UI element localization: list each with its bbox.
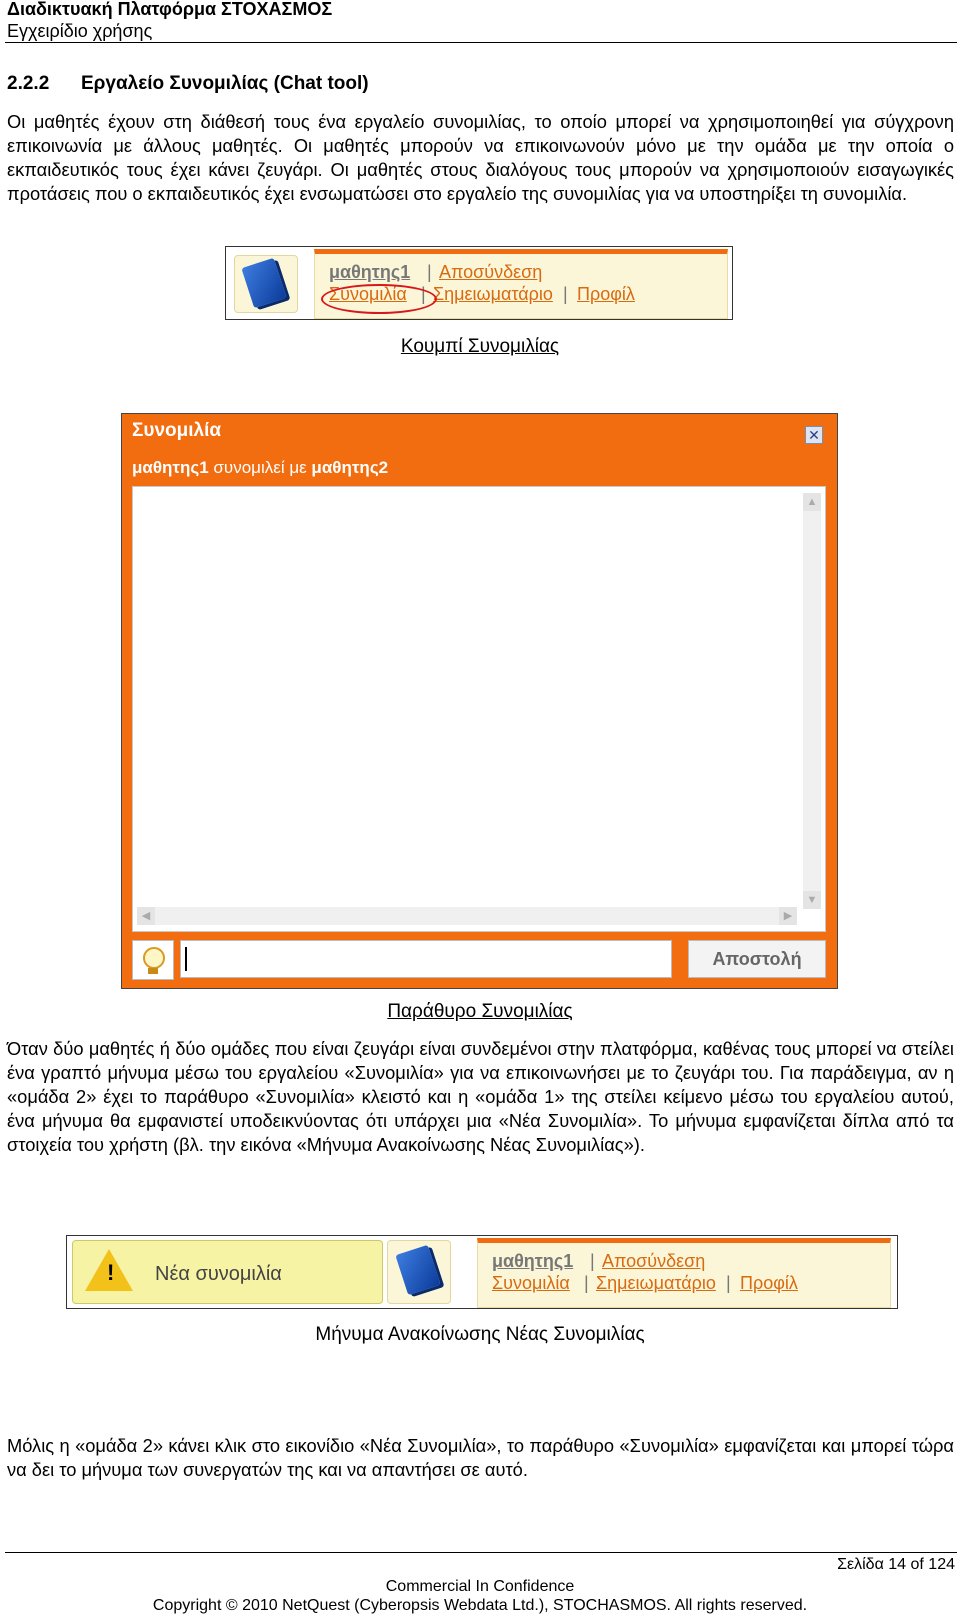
separator: | (563, 284, 568, 304)
header-subtitle: Εγχειρίδιο χρήσης (7, 21, 153, 41)
separator: | (584, 1273, 589, 1293)
caption-notification: Μήνυμα Ανακοίνωσης Νέας Συνομιλίας (315, 1324, 645, 1345)
book-icon (395, 1245, 440, 1295)
logout-link[interactable]: Αποσύνδεση (602, 1251, 706, 1271)
header-rule (5, 42, 957, 43)
caption-chat-window: Παράθυρο Συνομιλίας (387, 1001, 573, 1022)
close-icon[interactable]: ✕ (805, 426, 823, 444)
notebook-link[interactable]: Σημειωματάριο (433, 284, 553, 304)
book-icon (241, 258, 286, 308)
header-title: Διαδικτυακή Πλατφόρμα ΣΤΟΧΑΣΜΟΣ (7, 0, 333, 19)
chat-title: Συνομιλία (132, 420, 222, 441)
chat-link[interactable]: Συνομιλία (329, 284, 407, 304)
paragraph-closing: Μόλις η «ομάδα 2» κάνει κλικ στο εικονίδιο «Νέα Συνομιλία», το παράθυρο «Συνομιλία» εμφανίζεται και μπορεί τώρα να δει το μήνυμα των συνεργατών της και να απαντήσει σε αυτό. (7, 1435, 954, 1480)
section-heading (7, 73, 369, 95)
chat-user-from: μαθητης1 (132, 458, 209, 477)
send-button[interactable]: Αποστολή (688, 940, 826, 978)
userbar-links (314, 249, 728, 319)
chat-participants (132, 458, 388, 478)
message-input[interactable] (180, 940, 672, 978)
logout-link[interactable]: Αποσύνδεση (439, 262, 543, 282)
profile-link[interactable]: Προφίλ (577, 284, 635, 304)
separator: | (590, 1251, 595, 1271)
footer-copyright: Copyright © 2010 NetQuest (Cyberopsis Webdata Ltd.), STOCHASMOS. All rights reserved. (152, 1597, 808, 1614)
username-link[interactable]: μαθητης1 (492, 1251, 574, 1271)
paragraph-intro: Οι μαθητές έχουν στη διάθεσή τους ένα εργαλείο συνομιλίας, το οποίο μπορεί να χρησιμοποιηθεί για σύγχρονη επικοινωνία με άλλους μαθητές. Οι μαθητές μπορούν να επικοινωνούν μόνο με την ομάδα με την οποία ο εκπαιδευτικός τους έχει κάνει ζευγάρι. Οι μαθητές στους διαλόγους τους μπορούν να χρησιμοποιούν εισαγωγικές προτάσεις που ο εκπαιδευτικός έχει ενσωματώσει στο εργαλείο της συνομιλίας για να υποστηρίξει τη συνομιλία. (7, 111, 954, 204)
userbar-figure (225, 246, 733, 320)
message-area[interactable] (132, 486, 826, 932)
notification-figure (66, 1235, 898, 1309)
chat-window (121, 413, 838, 989)
lightbulb-icon (143, 947, 165, 969)
book-tile[interactable] (234, 255, 298, 313)
scroll-down-icon[interactable]: ▼ (803, 891, 821, 909)
lightbulb-base (148, 968, 158, 974)
footer-confidence: Commercial In Confidence (385, 1578, 575, 1595)
scroll-right-icon[interactable]: ▶ (779, 907, 797, 925)
section-title: Εργαλείο Συνομιλίας (Chat tool) (81, 73, 369, 94)
chat-link[interactable]: Συνομιλία (492, 1273, 570, 1293)
username-link[interactable]: μαθητης1 (329, 262, 411, 282)
document-header (7, 0, 957, 42)
book-tile[interactable] (387, 1240, 451, 1304)
paragraph-pairing: Όταν δύο μαθητές ή δύο ομάδες που είναι ζευγάρι είναι συνδεμένοι στην πλατφόρμα, καθένας τους μπορεί να στείλει ένα γραπτό μήνυμα μέσω του εργαλείου «Συνομιλία» για να επικοινωνήσει με το ζευγάρι του. Για παράδειγμα, αν η «ομάδα 2» έχει το παράθυρο «Συνομιλία» κλειστό και η «ομάδα 1» της στείλει κείμενο μέσω του εργαλείου αυτού, ένα μήνυμα θα εμφανιστεί υποδεικνύοντας ότι υπάρχει μια «Νέα Συνομιλία». Το μήνυμα εμφανίζεται δίπλα από τα στοιχεία του χρήστη (βλ. την εικόνα «Μήνυμα Ανακοίνωσης Νέας Συνομιλίας»). (7, 1038, 954, 1155)
text-caret (185, 947, 187, 971)
section-number: 2.2.2 (7, 73, 50, 94)
vertical-scrollbar[interactable] (803, 493, 821, 909)
profile-link[interactable]: Προφίλ (740, 1273, 798, 1293)
horizontal-scrollbar[interactable] (137, 907, 797, 925)
userbar-links (477, 1238, 891, 1308)
footer-rule (5, 1552, 957, 1553)
notebook-link[interactable]: Σημειωματάριο (596, 1273, 716, 1293)
separator: | (421, 284, 426, 304)
scroll-up-icon[interactable]: ▲ (803, 493, 821, 511)
separator: | (726, 1273, 731, 1293)
chat-user-to: μαθητης2 (311, 458, 389, 477)
suggestions-button[interactable] (132, 940, 174, 980)
new-chat-label: Νέα συνομιλία (155, 1263, 282, 1285)
caption-chat-button: Κουμπί Συνομιλίας (400, 336, 560, 357)
new-chat-notification[interactable] (72, 1240, 383, 1304)
separator: | (427, 262, 432, 282)
highlight-circle (321, 284, 437, 314)
warning-exclamation: ! (107, 1260, 115, 1285)
scroll-left-icon[interactable]: ◀ (137, 907, 155, 925)
chat-with-text: συνομιλεί με (208, 458, 312, 477)
page-number: Σελίδα 14 of 124 (837, 1556, 955, 1573)
